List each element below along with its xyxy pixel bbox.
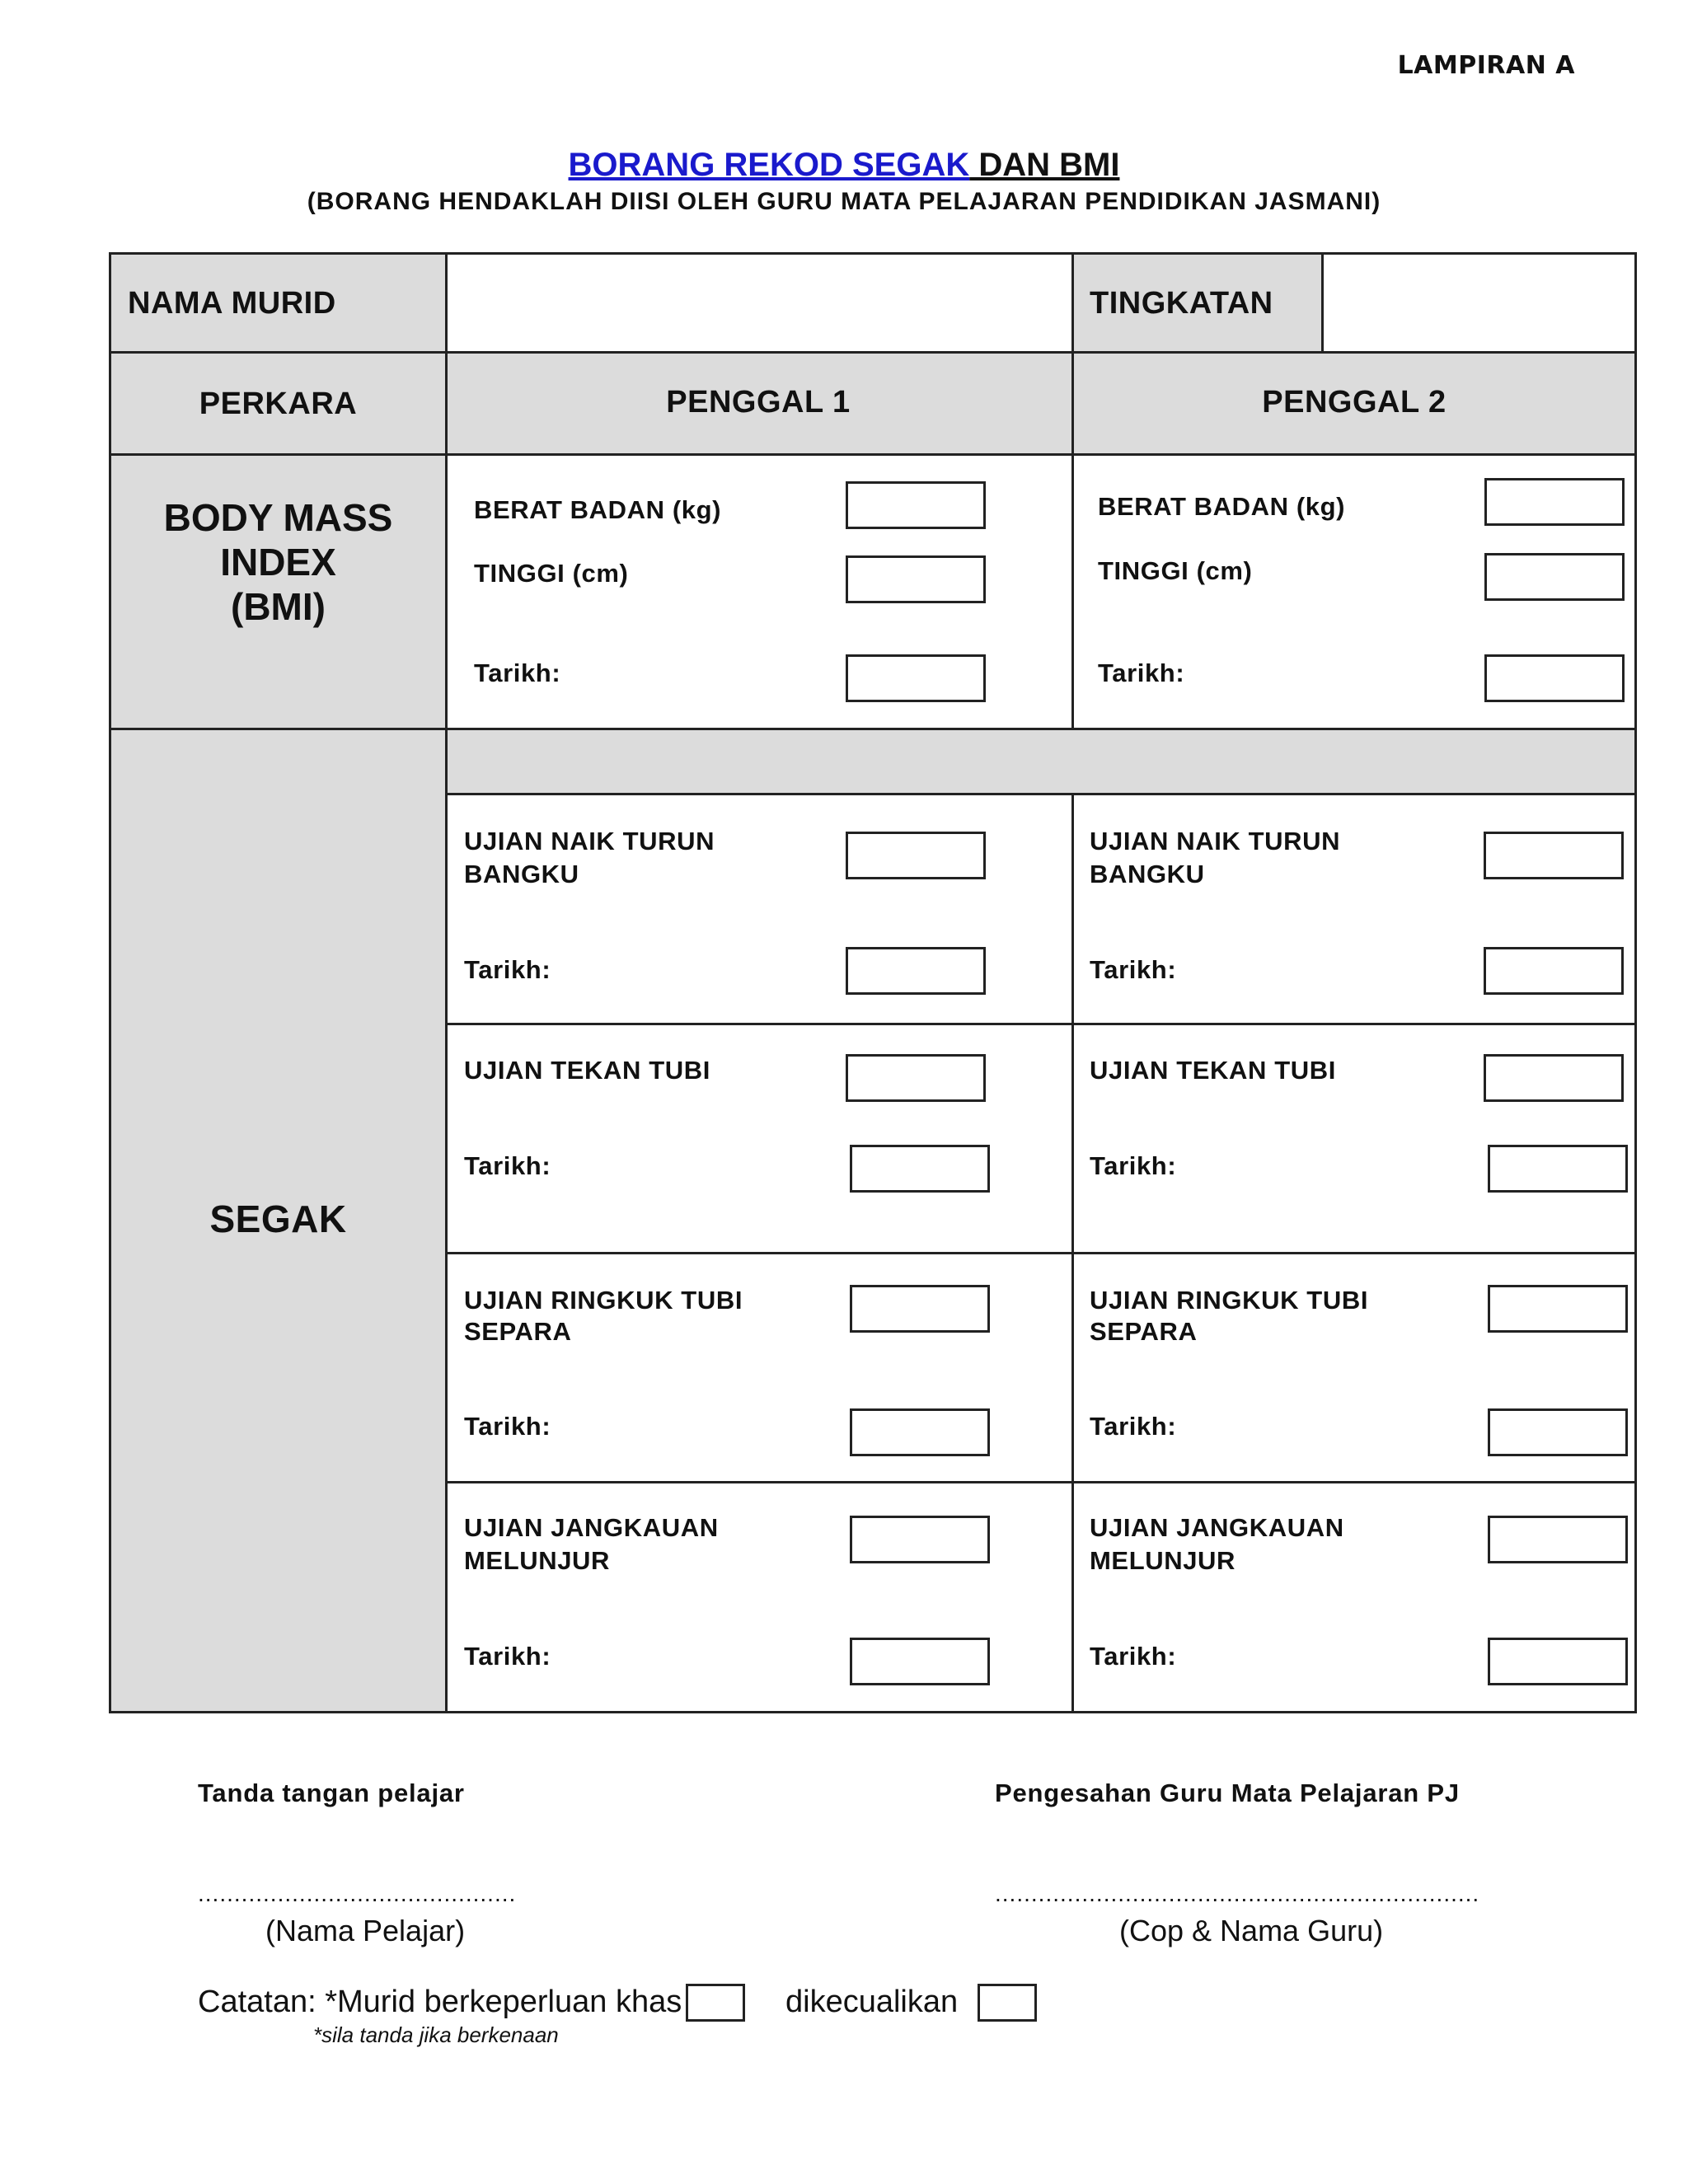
tinggi-label-p2: TINGGI (cm) [1098, 556, 1253, 585]
exempted-checkbox[interactable] [978, 1984, 1037, 2022]
ringkuk-label-p2: UJIAN RINGKUK TUBI SEPARA [1090, 1286, 1369, 1346]
student-signature-line[interactable]: ............................................ [198, 1881, 517, 1906]
tarikh-label-jangkauan-p1: Tarikh: [464, 1642, 551, 1671]
tarikh-field-tekan-p1[interactable] [850, 1145, 990, 1193]
berat-field-p1[interactable] [846, 481, 986, 529]
tarikh-label-bmi-p2: Tarikh: [1098, 658, 1185, 687]
tekan-tubi-field-p2[interactable] [1484, 1054, 1624, 1102]
special-needs-checkbox[interactable] [686, 1984, 745, 2022]
tarikh-field-tekan-p2[interactable] [1488, 1145, 1628, 1193]
tarikh-label-naik-p2: Tarikh: [1090, 955, 1177, 984]
dikecualikan-label: dikecualikan [785, 1985, 959, 2019]
tekan-tubi-label-p1: UJIAN TEKAN TUBI [464, 1056, 710, 1085]
jangkauan-label-p2: UJIAN JANGKAUAN MELUNJUR [1090, 1513, 1344, 1575]
naik-turun-label-p2: UJIAN NAIK TURUN BANGKU [1090, 827, 1341, 888]
tarikh-field-naik-p1[interactable] [846, 947, 986, 995]
ringkuk-field-p2[interactable] [1488, 1285, 1628, 1333]
tingkatan-label: TINGKATAN [1090, 286, 1273, 321]
page-subtitle: (BORANG HENDAKLAH DIISI OLEH GURU MATA PELAJARAN PENDIDIKAN JASMANI) [307, 188, 1381, 215]
title-rest: DAN BMI [969, 147, 1120, 183]
tarikh-label-tekan-p2: Tarikh: [1090, 1151, 1177, 1180]
jangkauan-field-p1[interactable] [850, 1516, 990, 1563]
appendix-label: LAMPIRAN A [1397, 51, 1575, 80]
penggal2-header: PENGGAL 2 [1262, 385, 1447, 419]
tarikh-field-ringkuk-p2[interactable] [1488, 1408, 1628, 1456]
tinggi-field-p2[interactable] [1484, 553, 1625, 601]
naik-turun-field-p1[interactable] [846, 832, 986, 879]
nama-murid-label: NAMA MURID [128, 286, 336, 321]
record-form-table [109, 252, 1637, 1713]
perkara-label: PERKARA [199, 387, 358, 421]
nama-murid-input[interactable] [448, 255, 1071, 351]
bmi-label: BODY MASS INDEX (BMI) [163, 496, 393, 628]
tarikh-label-ringkuk-p2: Tarikh: [1090, 1412, 1177, 1441]
tinggi-field-p1[interactable] [846, 555, 986, 603]
tarikh-label-tekan-p1: Tarikh: [464, 1151, 551, 1180]
tekan-tubi-label-p2: UJIAN TEKAN TUBI [1090, 1056, 1336, 1085]
tingkatan-input[interactable] [1324, 255, 1634, 351]
ringkuk-field-p1[interactable] [850, 1285, 990, 1333]
student-name-caption: (Nama Pelajar) [265, 1914, 466, 1947]
jangkauan-label-p1: UJIAN JANGKAUAN MELUNJUR [464, 1513, 719, 1575]
tarikh-field-naik-p2[interactable] [1484, 947, 1624, 995]
tarikh-label-bmi-p1: Tarikh: [474, 658, 561, 687]
segak-label: SEGAK [209, 1197, 347, 1240]
segak-header-band [445, 730, 1634, 793]
teacher-signature-line[interactable]: ................................................................... [995, 1881, 1480, 1906]
penggal1-header: PENGGAL 1 [666, 385, 851, 419]
tarikh-label-ringkuk-p1: Tarikh: [464, 1412, 551, 1441]
berat-label-p1: BERAT BADAN (kg) [474, 495, 722, 524]
tinggi-label-p1: TINGGI (cm) [474, 559, 629, 588]
tarikh-field-jangkauan-p1[interactable] [850, 1638, 990, 1685]
tekan-tubi-field-p1[interactable] [846, 1054, 986, 1102]
tarikh-field-jangkauan-p2[interactable] [1488, 1638, 1628, 1685]
page-title [0, 147, 1688, 184]
catatan-note: Catatan: *Murid berkeperluan khas [198, 1985, 682, 2019]
teacher-verification-label: Pengesahan Guru Mata Pelajaran PJ [995, 1779, 1460, 1807]
tarikh-field-bmi-p2[interactable] [1484, 654, 1625, 702]
teacher-name-caption: (Cop & Nama Guru) [1119, 1914, 1384, 1947]
tarikh-label-naik-p1: Tarikh: [464, 955, 551, 984]
student-signature-label: Tanda tangan pelajar [198, 1779, 465, 1807]
tick-instruction: *sila tanda jika berkenaan [313, 2022, 559, 2047]
naik-turun-label-p1: UJIAN NAIK TURUN BANGKU [464, 827, 715, 888]
ringkuk-label-p1: UJIAN RINGKUK TUBI SEPARA [464, 1286, 743, 1346]
berat-label-p2: BERAT BADAN (kg) [1098, 492, 1346, 521]
naik-turun-field-p2[interactable] [1484, 832, 1624, 879]
berat-field-p2[interactable] [1484, 478, 1625, 526]
left-label-column [111, 255, 445, 1711]
jangkauan-field-p2[interactable] [1488, 1516, 1628, 1563]
tarikh-field-bmi-p1[interactable] [846, 654, 986, 702]
title-link[interactable]: BORANG REKOD SEGAK [568, 147, 970, 183]
tarikh-field-ringkuk-p1[interactable] [850, 1408, 990, 1456]
tarikh-label-jangkauan-p2: Tarikh: [1090, 1642, 1177, 1671]
